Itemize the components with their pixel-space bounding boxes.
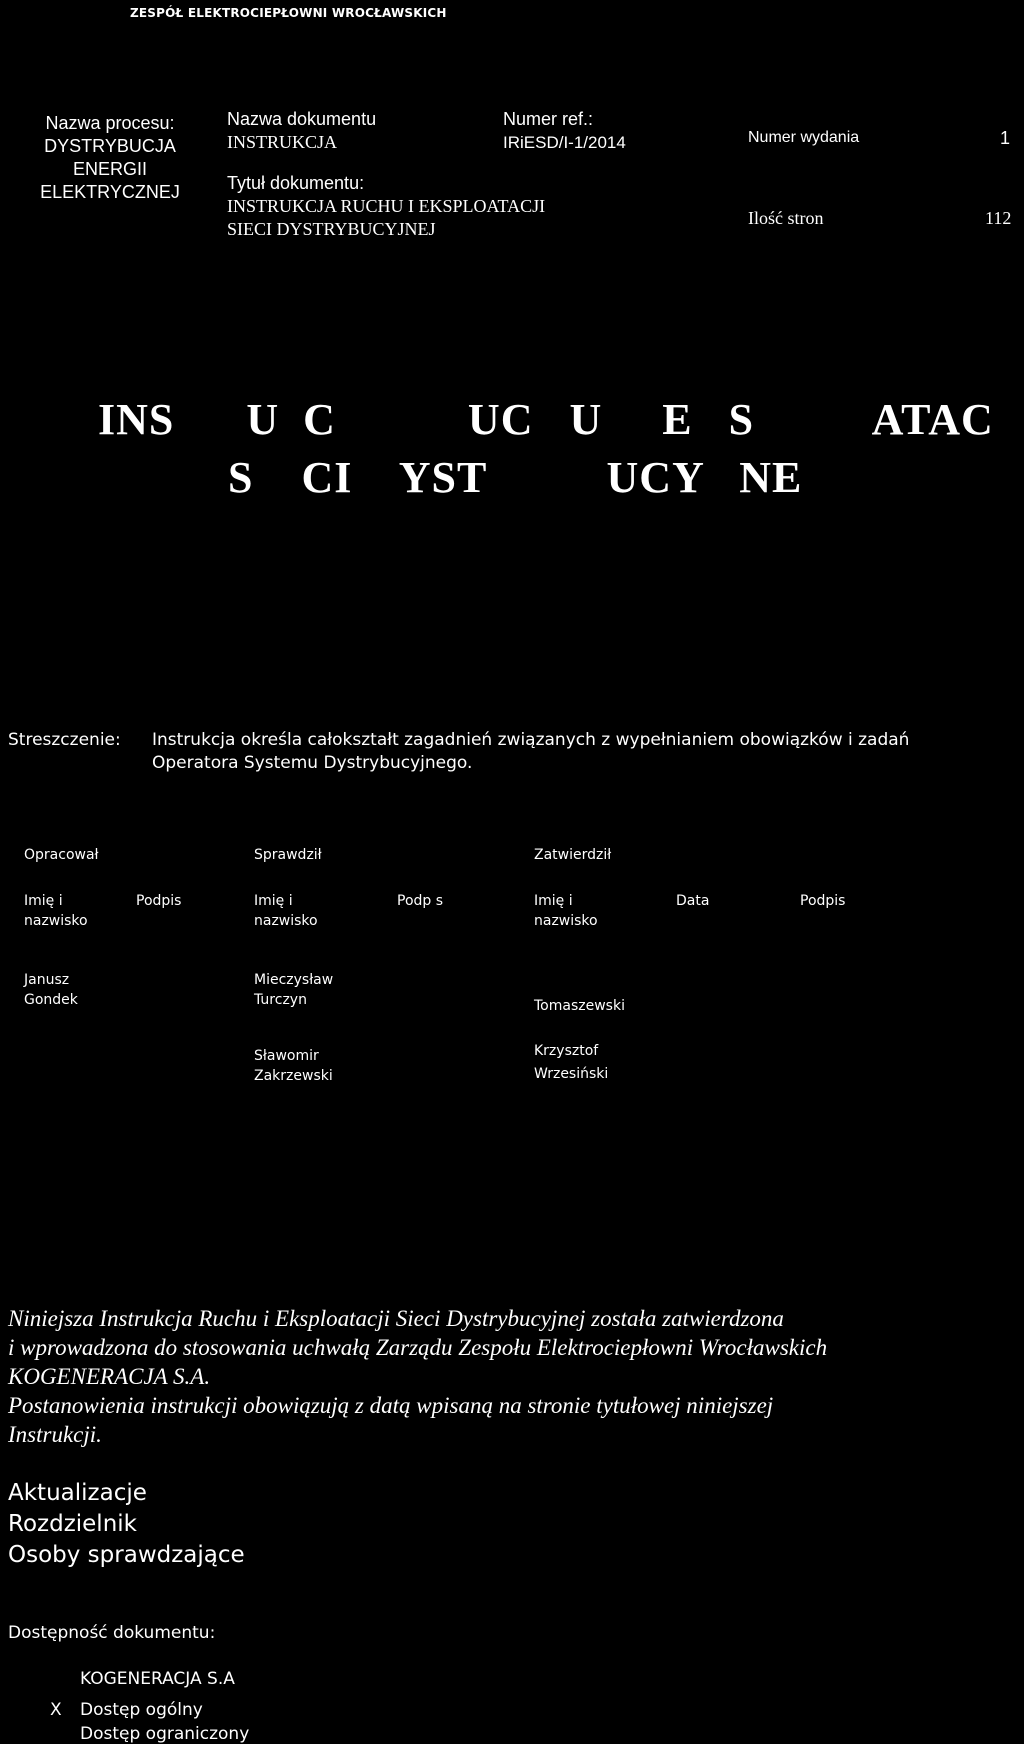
name-column-label	[534, 891, 598, 931]
availability-mark: X	[50, 1700, 62, 1720]
name-line: Krzysztof	[534, 1043, 599, 1059]
name-line: Mieczysław	[254, 972, 334, 988]
process-label: Nazwa procesu:	[45, 113, 175, 133]
section-osoby-sprawdzajace: Osoby sprawdzające	[8, 1542, 245, 1568]
approved-name-1: Tomaszewski	[534, 998, 625, 1014]
summary-label: Streszczenie:	[8, 730, 121, 750]
edition-value: 1	[1000, 128, 1011, 148]
checked-name-1	[254, 970, 333, 1010]
edition-label: Numer wydania	[748, 129, 860, 146]
section-aktualizacje: Aktualizacje	[8, 1480, 147, 1506]
approval-line: Instrukcji.	[8, 1422, 102, 1447]
name-line: Janusz	[24, 972, 70, 988]
signature-column-label: Podpis	[800, 893, 846, 909]
process-block	[30, 112, 190, 204]
name-line: Zakrzewski	[254, 1068, 333, 1084]
summary-text	[152, 729, 909, 775]
checked-name-2	[254, 1046, 333, 1086]
ref-block	[503, 108, 626, 154]
process-line: DYSTRYBUCJA	[44, 136, 176, 156]
label-line: nazwisko	[254, 913, 318, 929]
name-column-label	[254, 891, 318, 931]
pages-label: Ilość stron	[748, 208, 824, 228]
name-line: Wrzesiński	[534, 1066, 609, 1082]
doc-name-block	[227, 108, 376, 154]
pages-value: 112	[985, 208, 1012, 228]
availability-option-restricted: Dostęp ograniczony	[80, 1724, 250, 1744]
approval-line: Niniejsza Instrukcja Ruchu i Eksploatacji Sieci Dystrybucyjnej została zatwierdzona	[8, 1306, 784, 1331]
summary-line: Operatora Systemu Dystrybucyjnego.	[152, 753, 473, 773]
availability-option-kogeneracja: KOGENERACJA S.A	[80, 1669, 235, 1689]
summary-line: Instrukcja określa całokształt zagadnień związanych z wypełnianiem obowiązków i zadań	[152, 730, 910, 750]
sections-list	[8, 1478, 245, 1571]
ref-value: IRiESD/I-1/2014	[503, 133, 626, 152]
approved-name-2	[534, 1041, 608, 1084]
signature-column-label: Podpis	[136, 893, 182, 909]
availability-option-general: Dostęp ogólny	[80, 1700, 203, 1720]
approval-line: i wprowadzona do stosowania uchwałą Zarządu Zespołu Elektrociepłowni Wrocławskich	[8, 1335, 828, 1360]
label-line: nazwisko	[24, 913, 88, 929]
doc-name: INSTRUKCJA	[227, 132, 338, 152]
ref-label: Numer ref.:	[503, 109, 594, 129]
name-line: Turczyn	[254, 992, 307, 1008]
signature-column-label: Podp s	[397, 893, 444, 909]
name-column-label	[24, 891, 88, 931]
approval-line: Postanowienia instrukcji obowiązują z datą wpisaną na stronie tytułowej niniejszej	[8, 1393, 774, 1418]
approval-line: KOGENERACJA S.A.	[8, 1364, 211, 1389]
company-name: ZESPÓŁ ELEKTROCIEPŁOWNI WROCŁAWSKICH	[130, 6, 447, 20]
doc-title-block	[227, 172, 545, 241]
label-line: Imię i	[24, 893, 63, 909]
doc-title-line: INSTRUKCJA RUCHU I EKSPLOATACJI	[227, 196, 546, 216]
doc-title-line: SIECI DYSTRYBUCYJNEJ	[227, 219, 436, 239]
name-line: Gondek	[24, 992, 78, 1008]
approved-label: Zatwierdził	[534, 847, 612, 863]
checked-label: Sprawdził	[254, 847, 322, 863]
name-line: Sławomir	[254, 1048, 319, 1064]
main-title-line-2: S CI YST UCY NE	[228, 453, 803, 502]
process-line: ENERGII	[72, 159, 147, 179]
doc-name-label: Nazwa dokumentu	[227, 109, 377, 129]
prepared-name	[24, 970, 78, 1010]
process-line: ELEKTRYCZNEJ	[40, 182, 180, 202]
doc-title-label: Tytuł dokumentu:	[227, 173, 365, 193]
prepared-label: Opracował	[24, 847, 99, 863]
label-line: Imię i	[254, 893, 293, 909]
date-column-label: Data	[676, 893, 710, 909]
approval-text	[8, 1304, 827, 1449]
section-rozdzielnik: Rozdzielnik	[8, 1511, 137, 1537]
label-line: nazwisko	[534, 913, 598, 929]
availability-label: Dostępność dokumentu:	[8, 1623, 216, 1643]
label-line: Imię i	[534, 893, 573, 909]
main-title-line-1: INS U C UC U E S ATAC	[98, 395, 994, 444]
